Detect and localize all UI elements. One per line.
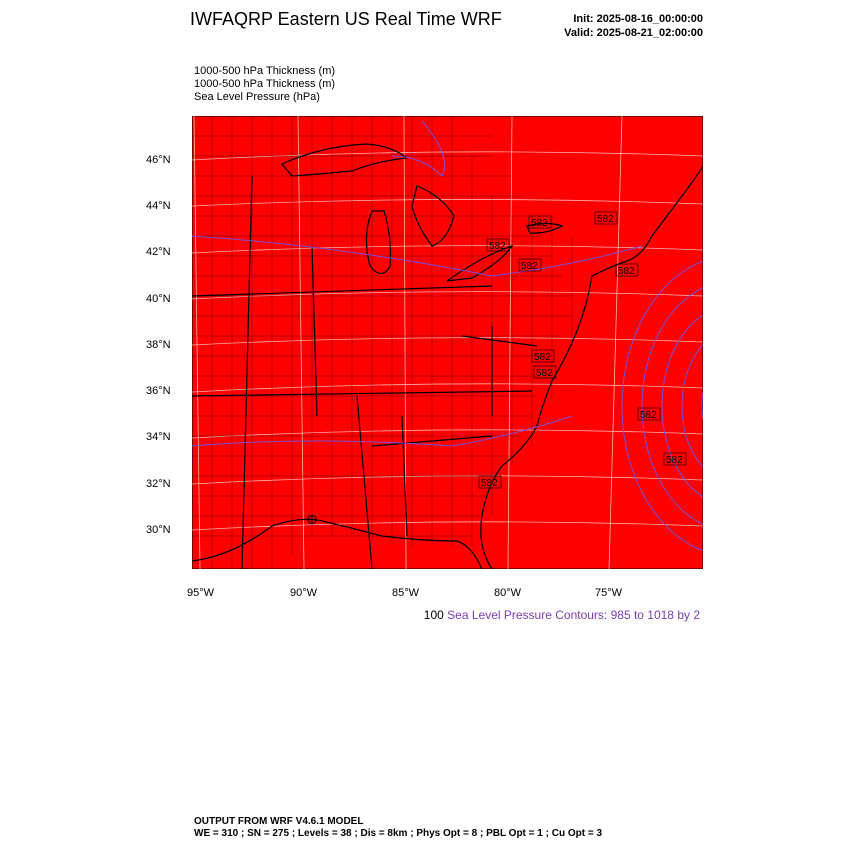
slp-legend bbox=[424, 608, 700, 622]
field-label-thickness-2: 1000-500 hPa Thickness (m) bbox=[194, 78, 336, 90]
lat-label: 32°N bbox=[146, 478, 171, 490]
contour-label: 582 bbox=[521, 261, 538, 272]
legend-value: 100 bbox=[423, 608, 444, 622]
field-label-slp: Sea Level Pressure (hPa) bbox=[194, 91, 320, 103]
contour-label: 582 bbox=[618, 266, 635, 277]
contour-label: 582 bbox=[534, 352, 551, 363]
map-title: IWFAQRP Eastern US Real Time WRF bbox=[190, 9, 502, 29]
init-time: Init: 2025-08-16_00:00:00 bbox=[573, 13, 703, 25]
legend-text: Sea Level Pressure Contours: 985 to 1018 by 2 bbox=[447, 608, 700, 622]
contour-label: 582 bbox=[536, 368, 553, 379]
map-panel bbox=[192, 116, 703, 569]
lat-label: 30°N bbox=[146, 524, 171, 536]
contour-label: 582 bbox=[666, 455, 683, 466]
valid-time: Valid: 2025-08-21_02:00:00 bbox=[564, 27, 703, 39]
contour-label: 582 bbox=[489, 241, 506, 252]
lon-label: 95°W bbox=[187, 587, 215, 599]
lon-label: 85°W bbox=[392, 587, 420, 599]
lat-label: 36°N bbox=[146, 385, 171, 397]
map-background-fill bbox=[192, 116, 703, 569]
lat-label: 34°N bbox=[146, 431, 171, 443]
lon-label: 90°W bbox=[290, 587, 318, 599]
lon-label: 80°W bbox=[494, 587, 522, 599]
contour-label: 582 bbox=[481, 478, 498, 489]
lat-label: 42°N bbox=[146, 246, 171, 258]
lon-label: 75°W bbox=[595, 587, 623, 599]
contour-label: 582 bbox=[531, 218, 548, 229]
contour-label: 582 bbox=[640, 410, 657, 421]
model-footer-line2: WE = 310 ; SN = 275 ; Levels = 38 ; Dis = 8km ; Phys Opt = 8 ; PBL Opt = 1 ; Cu Opt = 3 bbox=[194, 828, 603, 839]
city-marker-icon: ⊕ bbox=[306, 512, 318, 528]
lat-label: 40°N bbox=[146, 293, 171, 305]
lat-label: 46°N bbox=[146, 154, 171, 166]
field-label-thickness-1: 1000-500 hPa Thickness (m) bbox=[194, 65, 336, 77]
contour-label: 582 bbox=[597, 214, 614, 225]
lat-label: 44°N bbox=[146, 200, 171, 212]
model-footer-line1: OUTPUT FROM WRF V4.6.1 MODEL bbox=[194, 816, 364, 827]
lat-label: 38°N bbox=[146, 339, 171, 351]
